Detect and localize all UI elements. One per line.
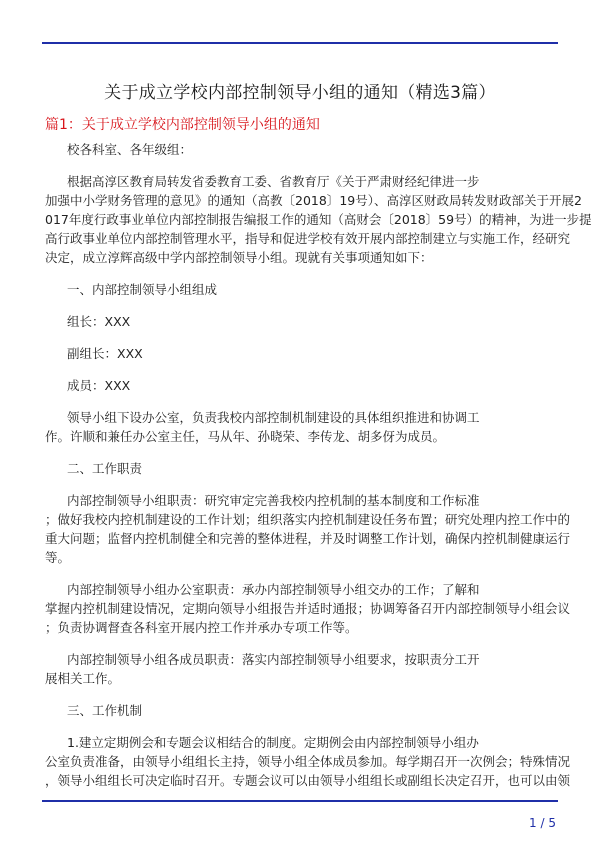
paragraph-line: 决定，成立淳辉高级中学内部控制领导小组。现就有关事项通知如下： [45, 250, 433, 265]
paragraph-line: 副组长：XXX [67, 346, 143, 361]
paragraph-line: 展相关工作。 [45, 671, 121, 686]
paragraph [45, 733, 571, 790]
paragraph-line: 内部控制领导小组各成员职责：落实内部控制领导小组要求，按职责分工开 [67, 652, 480, 667]
paragraph-line: 掌握内控机制建设情况，定期向领导小组报告并适时通报；协调筹备召开内部控制领导小组会议 [45, 601, 571, 616]
paragraph-heading [45, 701, 555, 720]
paragraph-line: 组长：XXX [67, 314, 131, 329]
paragraph-line: 校各科室、各年级组： [67, 142, 193, 157]
paragraph-line: 公室负责准备，由领导小组组长主持，领导小组全体成员参加。每学期召开一次例会；特殊情况 [45, 754, 571, 769]
paragraph [45, 491, 571, 567]
paragraph-heading [45, 280, 555, 299]
paragraph [45, 172, 592, 267]
paragraph-line: 017年度行政事业单位内部控制报告编报工作的通知（高财会〔2018〕59号）的精神，为进一步提 [45, 212, 592, 227]
paragraph-line: ；做好我校内控机制建设的工作计划；组织落实内控机制建设任务布置；研究处理内控工作中的 [45, 512, 571, 527]
top-rule [42, 42, 558, 44]
paragraph-line: 重大问题；监督内控机制健全和完善的整体进程，并及时调整工作计划，确保内控机制健康运行 [45, 531, 571, 546]
paragraph [45, 580, 571, 637]
paragraph-line: 内部控制领导小组职责：研究审定完善我校内控机制的基本制度和工作标准 [67, 493, 480, 508]
paragraph-line: 作。许顺和兼任办公室主任，马从年、孙晓荣、李传龙、胡多伢为成员。 [45, 429, 446, 444]
paragraph [45, 408, 555, 446]
document-body [45, 140, 592, 803]
document-title: 关于成立学校内部控制领导小组的通知（精选3篇） [104, 83, 496, 103]
paragraph-heading [45, 312, 555, 331]
paragraph-line: 二、工作职责 [67, 461, 143, 476]
paragraph-line: 三、工作机制 [67, 703, 143, 718]
paragraph [45, 650, 555, 688]
page-number: 1 / 5 [529, 816, 556, 830]
paragraph-line: 成员：XXX [67, 378, 131, 393]
paragraph-line: 等。 [45, 550, 71, 565]
paragraph-heading [45, 140, 555, 159]
paragraph-line: 1.建立定期例会和专题会议相结合的制度。定期例会由内部控制领导小组办 [67, 735, 479, 750]
section-subtitle: 篇1：关于成立学校内部控制领导小组的通知 [45, 117, 320, 133]
paragraph-line: 高行政事业单位内部控制管理水平，指导和促进学校有效开展内部控制建立与实施工作，经研究 [45, 231, 571, 246]
paragraph-line: 一、内部控制领导小组组成 [67, 282, 218, 297]
paragraph-line: ，领导小组组长可决定临时召开。专题会议可以由领导小组组长或副组长决定召开，也可以由领 [45, 773, 571, 788]
paragraph-line: 领导小组下设办公室，负责我校内部控制机制建设的具体组织推进和协调工 [67, 410, 480, 425]
paragraph-heading [45, 376, 555, 395]
paragraph-heading [45, 344, 555, 363]
bottom-rule [42, 800, 558, 802]
paragraph-line: 内部控制领导小组办公室职责：承办内部控制领导小组交办的工作；了解和 [67, 582, 480, 597]
paragraph-line: 根据高淳区教育局转发省委教育工委、省教育厅《关于严肃财经纪律进一步 [67, 174, 480, 189]
paragraph-line: ；负责协调督查各科室开展内控工作并承办专项工作等。 [45, 620, 358, 635]
paragraph-heading [45, 459, 555, 478]
paragraph-line: 加强中小学财务管理的意见》的通知（高教〔2018〕19号）、高淳区财政局转发财政部关于开展2 [45, 193, 582, 208]
